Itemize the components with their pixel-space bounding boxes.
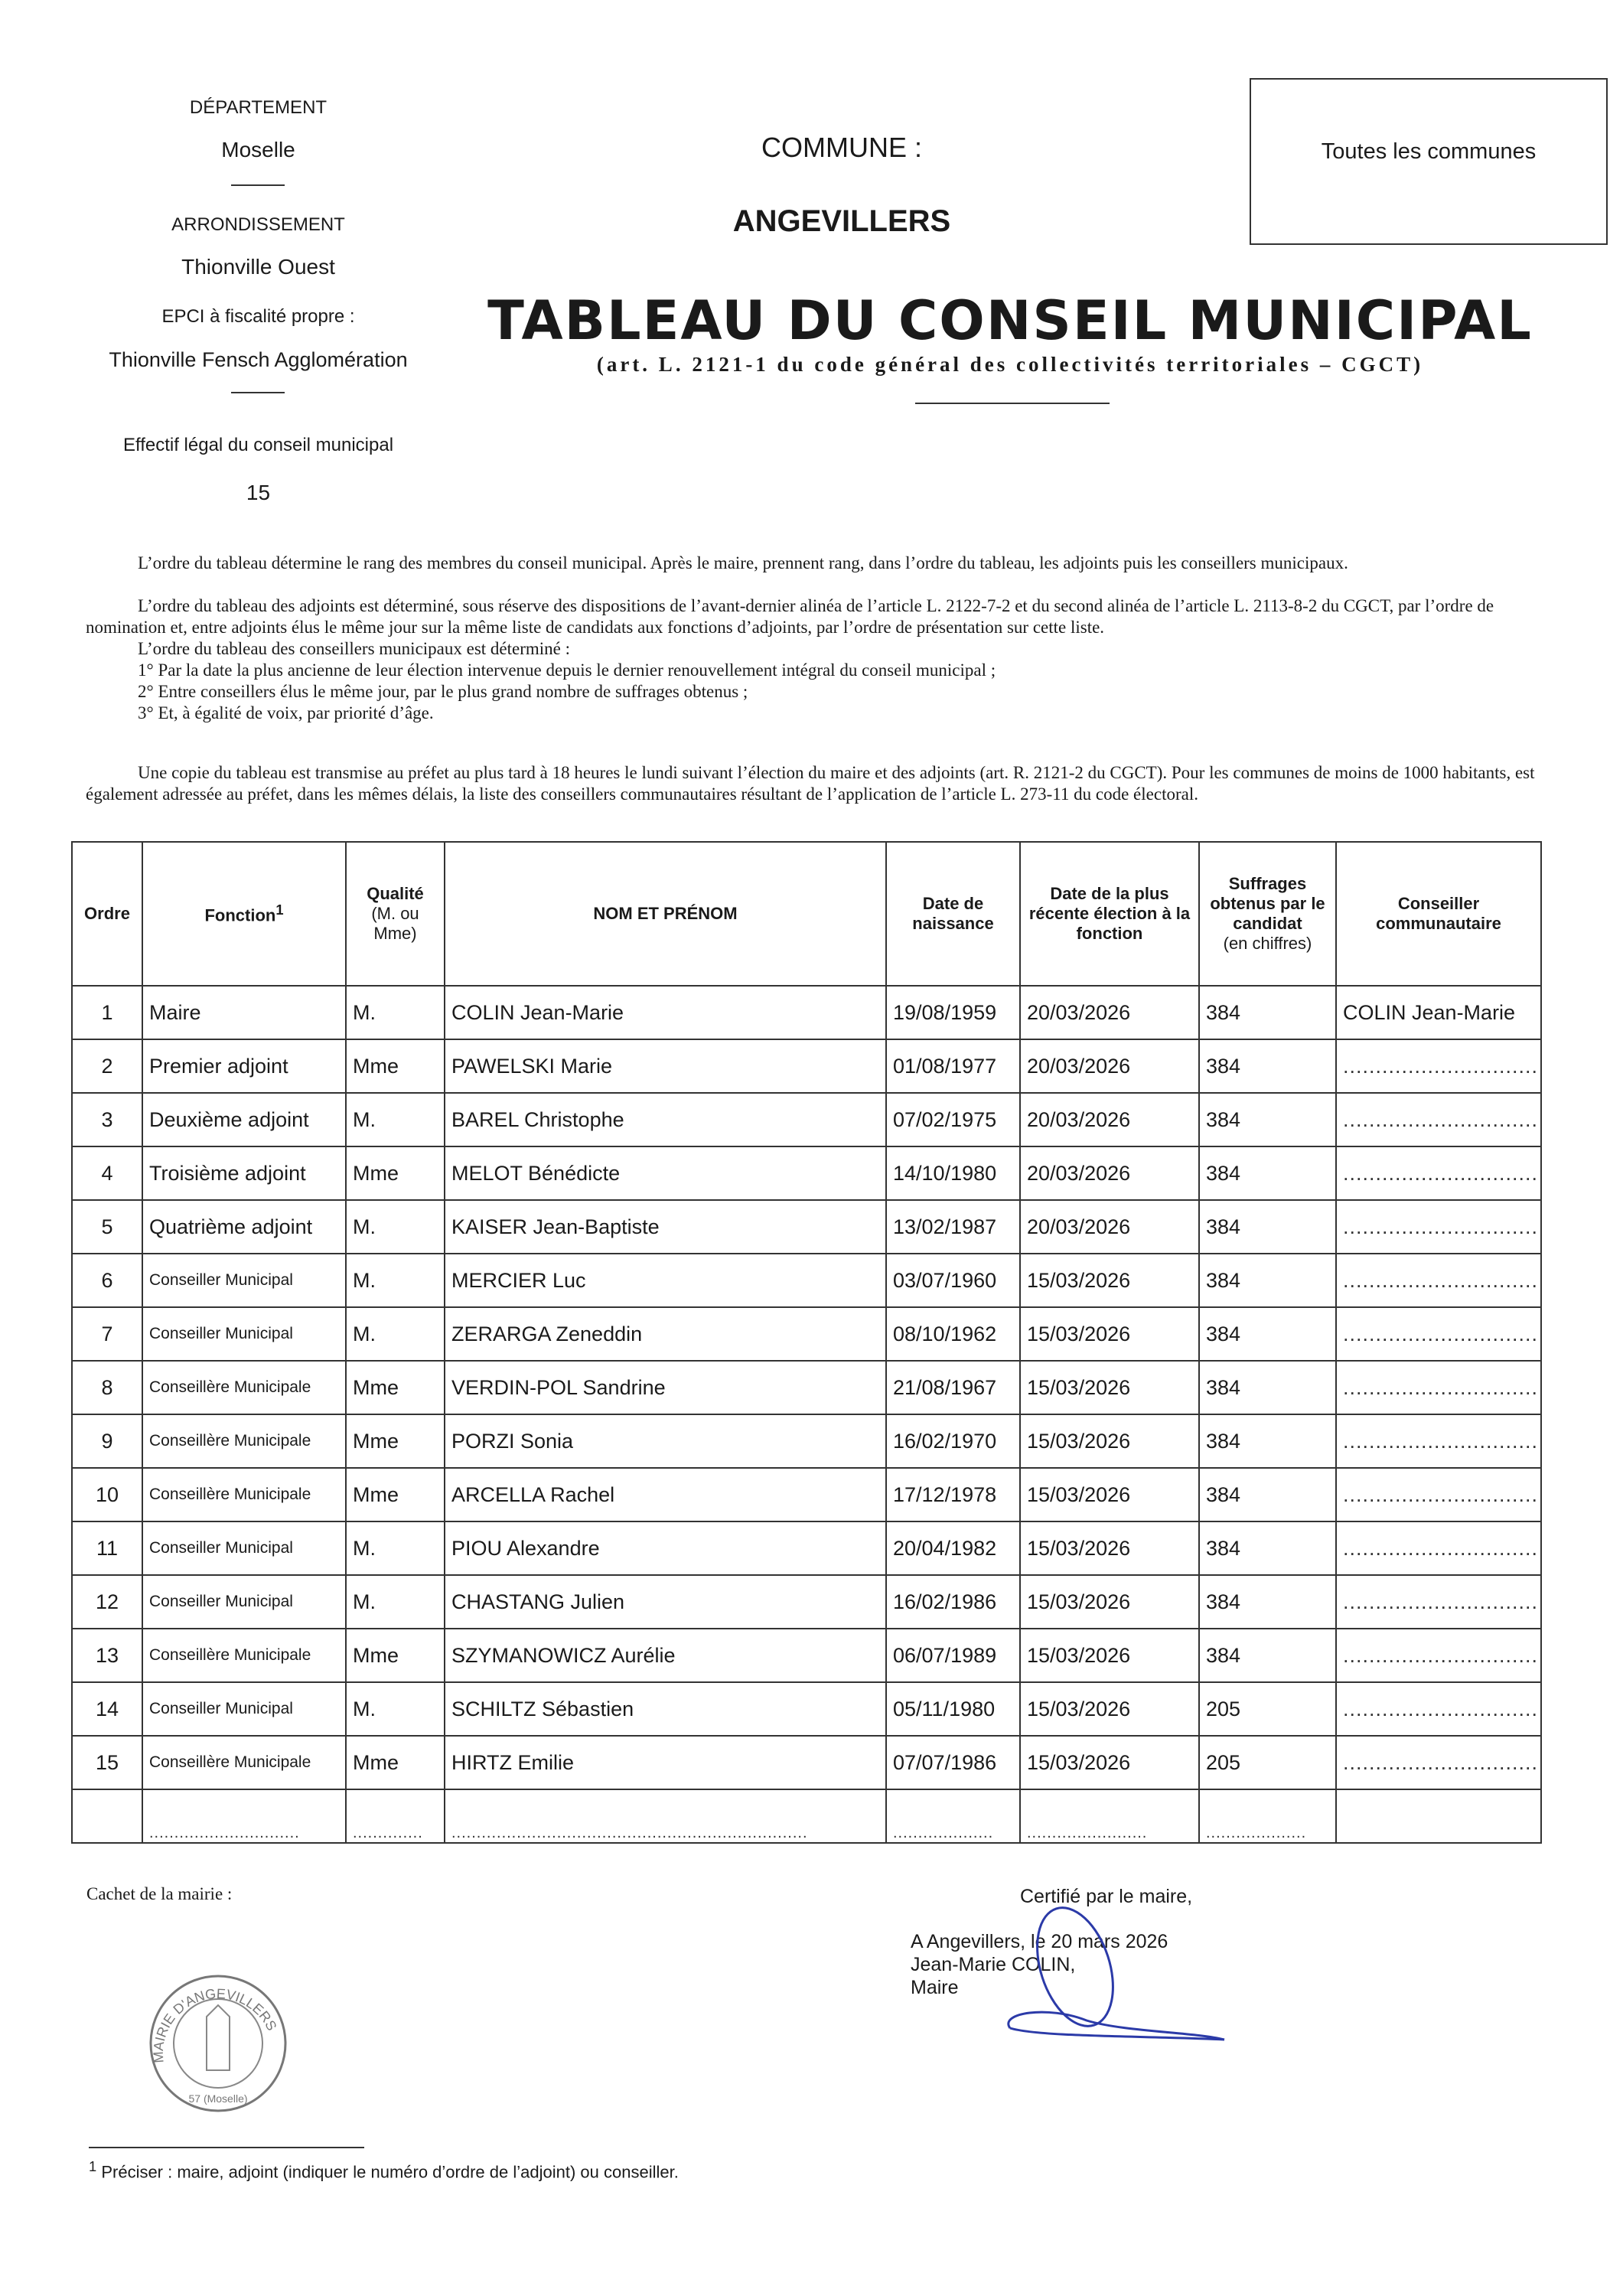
cell-suffrages: 384: [1199, 1146, 1336, 1200]
table-row: [72, 1468, 1541, 1521]
cell-communautaire: ..............................: [1336, 1629, 1541, 1682]
table-row: [72, 1361, 1541, 1414]
footnote-divider: [89, 2147, 364, 2148]
cell-suffrages: 384: [1199, 1200, 1336, 1254]
cell-fonction: Deuxième adjoint: [142, 1093, 346, 1146]
table-row: [72, 1629, 1541, 1682]
cell-naissance: 07/07/1986: [886, 1736, 1020, 1789]
cell-fonction: Conseiller Municipal: [142, 1575, 346, 1629]
footnote: $^1$ Préciser : maire, adjoint (indiquer le numéro d’ordre de l’adjoint) ou conseiller.: [89, 2158, 679, 2182]
epci-label: EPCI à fiscalité propre :: [161, 306, 355, 327]
cell-election: 15/03/2026: [1020, 1521, 1199, 1575]
cell-election: 15/03/2026: [1020, 1307, 1199, 1361]
blank-table-row: [72, 1789, 1541, 1843]
cell-fonction: Conseillère Municipale: [142, 1629, 346, 1682]
cell-qualite: M.: [346, 1254, 445, 1307]
header-naissance: Date de naissance: [886, 842, 1020, 986]
cell-nom: MELOT Bénédicte: [445, 1146, 886, 1200]
blank-cell-election: ........................: [1020, 1789, 1199, 1843]
intro-paragraph: 2° Entre conseillers élus le même jour, par le plus grand nombre de suffrages obtenus ;: [138, 682, 748, 701]
cell-election: 15/03/2026: [1020, 1682, 1199, 1736]
cell-ordre: 8: [72, 1361, 142, 1414]
cell-fonction: Maire: [142, 986, 346, 1039]
cell-naissance: 08/10/1962: [886, 1307, 1020, 1361]
cachet-label: Cachet de la mairie :: [86, 1884, 233, 1903]
epci: Thionville Fensch Agglomération: [109, 348, 408, 371]
cell-communautaire: ..............................: [1336, 1682, 1541, 1736]
svg-text:MAIRIE D'ANGEVILLERS: MAIRIE D'ANGEVILLERS: [150, 1985, 280, 2064]
commune-name: ANGEVILLERS: [732, 204, 951, 238]
arrondissement: Thionville Ouest: [181, 255, 335, 279]
cell-qualite: M.: [346, 1093, 445, 1146]
cell-nom: CHASTANG Julien: [445, 1575, 886, 1629]
commune-scope-box: [1250, 78, 1608, 245]
cell-election: 20/03/2026: [1020, 986, 1199, 1039]
blank-cell-communautaire: [1336, 1789, 1541, 1843]
intro-paragraph: Une copie du tableau est transmise au préfet au plus tard à 18 heures le lundi suivant l’élection du maire et des adjoints (art. R. 2121-2 du CGCT). Pour les communes de moins de 1000 habitants, est également adressée au préfet, dans les mêmes délais, la liste des conseillers communautaires résultant de l’application de l’article L. 273-11 du code électoral.: [86, 763, 1535, 804]
blank-cell-suffrages: ....................: [1199, 1789, 1336, 1843]
cell-communautaire: COLIN Jean-Marie: [1336, 986, 1541, 1039]
cell-nom: PORZI Sonia: [445, 1414, 886, 1468]
table-row: [72, 1146, 1541, 1200]
commune-label: COMMUNE :: [761, 132, 922, 163]
blank-cell-nom: .......................................................................: [445, 1789, 886, 1843]
cell-communautaire: ..............................: [1336, 1575, 1541, 1629]
arrondissement-label: ARRONDISSEMENT: [171, 214, 345, 235]
cell-fonction: Conseiller Municipal: [142, 1307, 346, 1361]
cell-nom: ARCELLA Rachel: [445, 1468, 886, 1521]
cell-suffrages: 384: [1199, 1521, 1336, 1575]
cell-nom: PAWELSKI Marie: [445, 1039, 886, 1093]
intro-paragraph: L’ordre du tableau des adjoints est déterminé, sous réserve des dispositions de l’avant-dernier alinéa de l’article L. 2122-7-2 et du second alinéa de l’article L. 2113-8-2 du CGCT, par l’ordre de nomination et, entre adjoints élus le même jour sur la même liste de candidats aux fonctions d’adjoints, par l’ordre de présentation sur cette liste.: [86, 596, 1494, 637]
cell-fonction: Conseiller Municipal: [142, 1682, 346, 1736]
table-row: [72, 1736, 1541, 1789]
cell-election: 15/03/2026: [1020, 1468, 1199, 1521]
cell-naissance: 17/12/1978: [886, 1468, 1020, 1521]
svg-text:57 (Moselle): 57 (Moselle): [188, 2092, 248, 2105]
cell-qualite: M.: [346, 1575, 445, 1629]
cell-qualite: Mme: [346, 1039, 445, 1093]
intro-paragraph: L’ordre du tableau des conseillers municipaux est déterminé :: [138, 639, 571, 658]
header-qualite: Qualité (M. ou Mme): [346, 842, 445, 986]
cell-ordre: 6: [72, 1254, 142, 1307]
cell-nom: BAREL Christophe: [445, 1093, 886, 1146]
cell-ordre: 3: [72, 1093, 142, 1146]
cell-qualite: M.: [346, 1200, 445, 1254]
table-row: [72, 1682, 1541, 1736]
cell-suffrages: 205: [1199, 1736, 1336, 1789]
cell-qualite: M.: [346, 1682, 445, 1736]
cell-suffrages: 384: [1199, 1254, 1336, 1307]
intro-paragraph: L’ordre du tableau détermine le rang des membres du conseil municipal. Après le maire, prennent rang, dans l’ordre du tableau, les adjoints puis les conseillers municipaux.: [138, 553, 1348, 572]
divider: [915, 403, 1110, 404]
blank-cell-fonction: ..............................: [142, 1789, 346, 1843]
cell-communautaire: ..............................: [1336, 1521, 1541, 1575]
header-election: Date de la plus récente élection à la fonction: [1020, 842, 1199, 986]
page-subtitle: (art. L. 2121-1 du code général des collectivités territoriales – CGCT): [596, 353, 1424, 376]
cell-suffrages: 384: [1199, 1039, 1336, 1093]
cell-fonction: Conseillère Municipale: [142, 1361, 346, 1414]
cell-qualite: Mme: [346, 1468, 445, 1521]
table-row: [72, 986, 1541, 1039]
cell-nom: MERCIER Luc: [445, 1254, 886, 1307]
footnote-ref: 1: [275, 902, 284, 918]
cell-suffrages: 384: [1199, 1575, 1336, 1629]
cell-nom: SCHILTZ Sébastien: [445, 1682, 886, 1736]
cell-naissance: 20/04/1982: [886, 1521, 1020, 1575]
signataire-fonction: Maire: [911, 1977, 959, 1998]
cell-naissance: 05/11/1980: [886, 1682, 1020, 1736]
cell-qualite: Mme: [346, 1361, 445, 1414]
blank-cell-qualite: ..............: [346, 1789, 445, 1843]
divider: [231, 392, 285, 393]
cell-naissance: 19/08/1959: [886, 986, 1020, 1039]
cell-election: 15/03/2026: [1020, 1575, 1199, 1629]
table-header-row: [72, 842, 1541, 986]
cell-qualite: M.: [346, 1521, 445, 1575]
cell-ordre: 12: [72, 1575, 142, 1629]
cell-fonction: Conseiller Municipal: [142, 1254, 346, 1307]
council-table: [71, 841, 1542, 1844]
cell-qualite: Mme: [346, 1146, 445, 1200]
page-title: TABLEAU DU CONSEIL MUNICIPAL: [487, 289, 1533, 352]
cell-ordre: 9: [72, 1414, 142, 1468]
header-ordre: Ordre: [72, 842, 142, 986]
cell-nom: HIRTZ Emilie: [445, 1736, 886, 1789]
departement: Moselle: [221, 138, 295, 161]
cell-election: 15/03/2026: [1020, 1414, 1199, 1468]
cell-naissance: 03/07/1960: [886, 1254, 1020, 1307]
cell-ordre: 13: [72, 1629, 142, 1682]
cell-communautaire: ..............................: [1336, 1254, 1541, 1307]
cell-naissance: 16/02/1986: [886, 1575, 1020, 1629]
table-row: [72, 1414, 1541, 1468]
cell-fonction: Premier adjoint: [142, 1039, 346, 1093]
table-row: [72, 1521, 1541, 1575]
departement-label: DÉPARTEMENT: [189, 97, 328, 118]
cell-naissance: 14/10/1980: [886, 1146, 1020, 1200]
cell-ordre: 7: [72, 1307, 142, 1361]
cell-naissance: 01/08/1977: [886, 1039, 1020, 1093]
cell-communautaire: ..............................: [1336, 1414, 1541, 1468]
cell-election: 15/03/2026: [1020, 1629, 1199, 1682]
cell-communautaire: ..............................: [1336, 1736, 1541, 1789]
cell-ordre: 11: [72, 1521, 142, 1575]
cell-suffrages: 205: [1199, 1682, 1336, 1736]
cell-qualite: M.: [346, 986, 445, 1039]
cell-ordre: 10: [72, 1468, 142, 1521]
cell-fonction: Conseillère Municipale: [142, 1414, 346, 1468]
divider: [231, 184, 285, 186]
cell-election: 20/03/2026: [1020, 1146, 1199, 1200]
cell-suffrages: 384: [1199, 1361, 1336, 1414]
signature: [995, 1906, 1240, 2059]
cell-suffrages: 384: [1199, 1468, 1336, 1521]
mairie-stamp: [145, 1971, 291, 2116]
header-fonction: Fonction$^1$: [142, 842, 346, 986]
table-row: [72, 1200, 1541, 1254]
cell-suffrages: 384: [1199, 1093, 1336, 1146]
cell-fonction: Troisième adjoint: [142, 1146, 346, 1200]
blank-cell-naissance: ....................: [886, 1789, 1020, 1843]
cell-election: 20/03/2026: [1020, 1039, 1199, 1093]
intro-paragraph: 3° Et, à égalité de voix, par priorité d’âge.: [138, 703, 434, 722]
cell-fonction: Quatrième adjoint: [142, 1200, 346, 1254]
blank-cell-ordre: [72, 1789, 142, 1843]
cell-nom: COLIN Jean-Marie: [445, 986, 886, 1039]
cell-fonction: Conseillère Municipale: [142, 1736, 346, 1789]
certification-text: Certifié par le maire,: [1020, 1886, 1193, 1907]
cell-naissance: 16/02/1970: [886, 1414, 1020, 1468]
cell-fonction: Conseillère Municipale: [142, 1468, 346, 1521]
cell-suffrages: 384: [1199, 986, 1336, 1039]
cell-election: 20/03/2026: [1020, 1093, 1199, 1146]
table-row: [72, 1254, 1541, 1307]
cell-ordre: 2: [72, 1039, 142, 1093]
cell-communautaire: ..............................: [1336, 1093, 1541, 1146]
cell-ordre: 14: [72, 1682, 142, 1736]
cell-communautaire: ..............................: [1336, 1361, 1541, 1414]
effectif-label: Effectif légal du conseil municipal: [122, 435, 394, 455]
cell-qualite: M.: [346, 1307, 445, 1361]
table-row: [72, 1039, 1541, 1093]
cell-nom: VERDIN-POL Sandrine: [445, 1361, 886, 1414]
cell-suffrages: 384: [1199, 1414, 1336, 1468]
cell-communautaire: ..............................: [1336, 1307, 1541, 1361]
cell-naissance: 13/02/1987: [886, 1200, 1020, 1254]
cell-nom: KAISER Jean-Baptiste: [445, 1200, 886, 1254]
table-row: [72, 1575, 1541, 1629]
table-row: [72, 1093, 1541, 1146]
cell-communautaire: ..............................: [1336, 1039, 1541, 1093]
cell-ordre: 15: [72, 1736, 142, 1789]
cell-election: 15/03/2026: [1020, 1254, 1199, 1307]
cell-communautaire: ..............................: [1336, 1146, 1541, 1200]
cell-qualite: Mme: [346, 1414, 445, 1468]
header-communautaire: Conseiller communautaire: [1336, 842, 1541, 986]
cell-election: 20/03/2026: [1020, 1200, 1199, 1254]
cell-naissance: 07/02/1975: [886, 1093, 1020, 1146]
cell-election: 15/03/2026: [1020, 1361, 1199, 1414]
cell-suffrages: 384: [1199, 1629, 1336, 1682]
cell-qualite: Mme: [346, 1736, 445, 1789]
header-nom: NOM ET PRÉNOM: [445, 842, 886, 986]
cell-nom: PIOU Alexandre: [445, 1521, 886, 1575]
cell-qualite: Mme: [346, 1629, 445, 1682]
commune-scope: Toutes les communes: [1321, 139, 1537, 164]
cell-naissance: 06/07/1989: [886, 1629, 1020, 1682]
table-row: [72, 1307, 1541, 1361]
cell-ordre: 5: [72, 1200, 142, 1254]
cell-fonction: Conseiller Municipal: [142, 1521, 346, 1575]
cell-nom: ZERARGA Zeneddin: [445, 1307, 886, 1361]
cell-suffrages: 384: [1199, 1307, 1336, 1361]
cell-ordre: 4: [72, 1146, 142, 1200]
cell-nom: SZYMANOWICZ Aurélie: [445, 1629, 886, 1682]
intro-paragraph: 1° Par la date la plus ancienne de leur élection intervenue depuis le dernier renouvellement intégral du conseil municipal ;: [138, 660, 996, 680]
cell-communautaire: ..............................: [1336, 1200, 1541, 1254]
cell-ordre: 1: [72, 986, 142, 1039]
cell-communautaire: ..............................: [1336, 1468, 1541, 1521]
signataire: Jean-Marie COLIN,: [911, 1954, 1076, 1975]
header-suffrages: Suffrages obtenus par le candidat (en chiffres): [1199, 842, 1336, 986]
cell-naissance: 21/08/1967: [886, 1361, 1020, 1414]
effectif-value: 15: [246, 481, 271, 504]
cell-election: 15/03/2026: [1020, 1736, 1199, 1789]
lieu-date: A Angevillers, le 20 mars 2026: [911, 1931, 1168, 1952]
